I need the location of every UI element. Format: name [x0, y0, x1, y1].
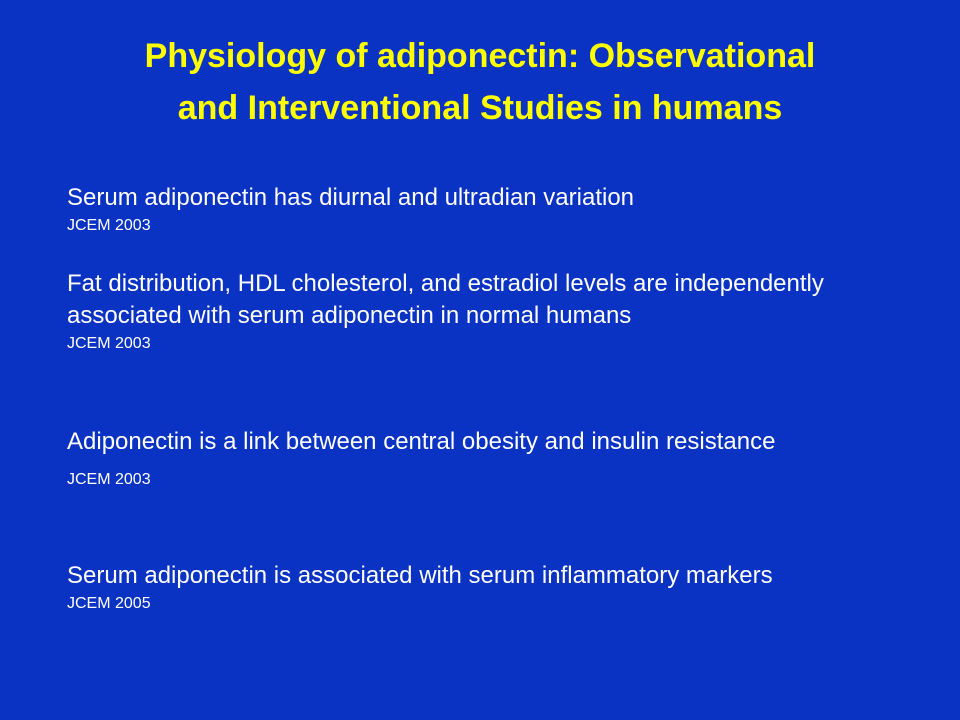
- slide-title-line-1: Physiology of adiponectin: Observational: [144, 37, 816, 75]
- finding-statement: Serum adiponectin is associated with serum inflammatory markers: [67, 562, 773, 589]
- finding-statement: Fat distribution, HDL cholesterol, and estradiol levels are independently associated with serum adiponectin in normal humans: [67, 270, 824, 329]
- finding-item: [67, 426, 897, 490]
- finding-source: JCEM 2003: [67, 471, 151, 488]
- slide-title-line-2: and Interventional Studies in humans: [177, 89, 783, 127]
- finding-item: [67, 182, 897, 236]
- slide-title: [0, 30, 960, 134]
- finding-source: JCEM 2003: [67, 217, 151, 234]
- finding-item: [67, 268, 897, 354]
- finding-statement: Serum adiponectin has diurnal and ultradian variation: [67, 184, 635, 211]
- finding-statement: Adiponectin is a link between central obesity and insulin resistance: [67, 428, 776, 455]
- finding-source: JCEM 2003: [67, 335, 151, 352]
- finding-item: [67, 560, 897, 614]
- finding-source: JCEM 2005: [67, 595, 151, 612]
